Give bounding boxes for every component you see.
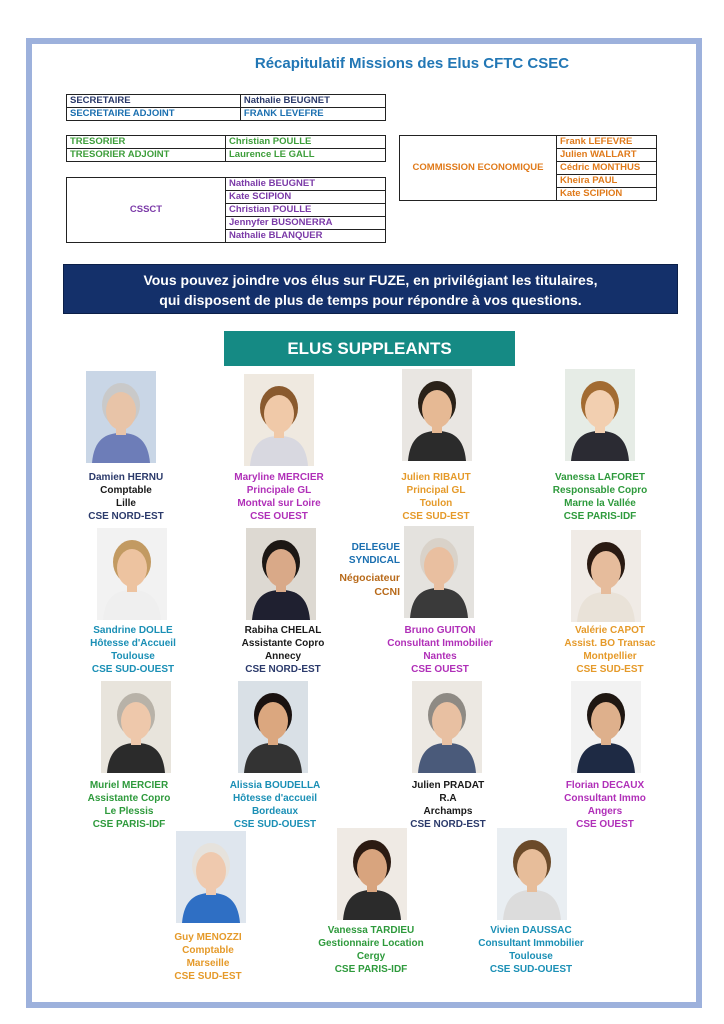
person-job: Hôtesse d'Accueil <box>90 638 176 649</box>
person-city: Marseille <box>186 958 230 969</box>
member-cell: Kate SCIPION <box>226 191 386 204</box>
commission-table <box>399 135 657 201</box>
person-card <box>515 471 685 523</box>
person-city: Angers <box>587 806 623 817</box>
person-cse: CSE NORD-EST <box>88 511 164 522</box>
page-title: Récapitulatif Missions des Elus CFTC CSEC <box>254 55 570 72</box>
portrait-photo <box>571 681 641 773</box>
person-job: Hôtesse d'accueil <box>232 793 318 804</box>
secretariat-table <box>66 94 386 121</box>
person-card <box>286 924 456 976</box>
delegue-line: DELEGUE <box>351 542 400 553</box>
cssct-label: CSSCT <box>67 178 226 243</box>
person-city: Cergy <box>356 951 386 962</box>
role-cell: TRESORIER <box>67 136 226 149</box>
member-cell: Kate SCIPION <box>557 188 657 201</box>
person-card <box>123 931 293 983</box>
treasury-table <box>66 135 386 162</box>
person-job: Gestionnaire Location <box>318 938 424 949</box>
person-name: Vanessa LAFORET <box>554 472 646 483</box>
person-cse: CSE PARIS-IDF <box>334 964 408 975</box>
person-name: Julien PRADAT <box>411 780 485 791</box>
banner-line: qui disposent de plus de temps pour répondre à vos questions. <box>159 292 582 308</box>
person-cse: CSE SUD-OUEST <box>489 964 573 975</box>
person-card <box>48 624 218 676</box>
person-card <box>44 779 214 831</box>
portrait-photo <box>97 528 167 620</box>
person-cse: CSE OUEST <box>576 819 634 830</box>
person-city: Toulouse <box>509 951 553 962</box>
person-job: Consultant Immo <box>564 793 646 804</box>
person-job: Principal GL <box>406 485 466 496</box>
portrait-photo <box>246 528 316 620</box>
person-job: Assistante Copro <box>241 638 325 649</box>
member-cell: Cédric MONTHUS <box>557 162 657 175</box>
person-name: Sandrine DOLLE <box>93 625 173 636</box>
role-cell: SECRETAIRE ADJOINT <box>67 108 241 121</box>
member-cell: Christian POULLE <box>226 204 386 217</box>
person-city: Bordeaux <box>251 806 299 817</box>
person-name: Vanessa TARDIEU <box>327 925 415 936</box>
person-city: Lille <box>115 498 136 509</box>
person-cse: CSE NORD-EST <box>245 664 321 675</box>
person-cse: CSE SUD-OUEST <box>233 819 317 830</box>
table-row <box>400 136 657 149</box>
member-cell: Nathalie BEUGNET <box>226 178 386 191</box>
person-city: Montval sur Loire <box>237 498 321 509</box>
person-name: Rabiha CHELAL <box>244 625 322 636</box>
member-cell: Frank LEFEVRE <box>557 136 657 149</box>
info-banner <box>63 264 678 314</box>
person-card <box>355 624 525 676</box>
person-card <box>525 624 695 676</box>
negociateur-label <box>310 571 400 599</box>
person-name: Alissia BOUDELLA <box>229 780 321 791</box>
section-title: ELUS SUPPLEANTS <box>224 331 515 366</box>
person-city: Le Plessis <box>104 806 154 817</box>
person-job: Consultant Immobilier <box>478 938 584 949</box>
commission-label: COMMISSION ECONOMIQUE <box>400 136 557 201</box>
person-cse: CSE PARIS-IDF <box>563 511 637 522</box>
person-cse: CSE PARIS-IDF <box>92 819 166 830</box>
person-card <box>198 624 368 676</box>
person-job: Responsable Copro <box>552 485 648 496</box>
portrait-photo <box>404 526 474 618</box>
person-city: Annecy <box>264 651 302 662</box>
person-name: Bruno GUITON <box>404 625 476 636</box>
person-card <box>194 471 364 523</box>
person-name: Damien HERNU <box>88 472 164 483</box>
person-cse: CSE NORD-EST <box>410 819 486 830</box>
table-row <box>67 95 386 108</box>
person-job: Assistante Copro <box>87 793 171 804</box>
name-cell: Nathalie BEUGNET <box>240 95 385 108</box>
role-cell: SECRETAIRE <box>67 95 241 108</box>
person-city: Nantes <box>423 651 457 662</box>
table-row <box>67 149 386 162</box>
delegue-syndical-label <box>330 541 400 567</box>
person-job: R.A <box>439 793 457 804</box>
person-cse: CSE SUD-EST <box>576 664 644 675</box>
person-city: Marne la Vallée <box>564 498 636 509</box>
member-cell: Jennyfer BUSONERRA <box>226 217 386 230</box>
portrait-photo <box>176 831 246 923</box>
person-cse: CSE SUD-EST <box>174 971 242 982</box>
portrait-photo <box>565 369 635 461</box>
person-job: Comptable <box>100 485 152 496</box>
nego-line: Négociateur <box>339 572 400 584</box>
member-cell: Julien WALLART <box>557 149 657 162</box>
name-cell: FRANK LEVEFRE <box>240 108 385 121</box>
person-card <box>363 779 533 831</box>
portrait-photo <box>497 828 567 920</box>
person-name: Valérie CAPOT <box>574 625 646 636</box>
member-cell: Nathalie BLANQUER <box>226 230 386 243</box>
person-name: Muriel MERCIER <box>89 780 169 791</box>
person-name: Guy MENOZZI <box>174 932 242 943</box>
portrait-photo <box>337 828 407 920</box>
person-card <box>190 779 360 831</box>
portrait-photo <box>402 369 472 461</box>
person-job: Principale GL <box>246 485 312 496</box>
person-job: Assist. BO Transac <box>564 638 656 649</box>
person-cse: CSE SUD-OUEST <box>91 664 175 675</box>
name-cell: Laurence LE GALL <box>226 149 386 162</box>
table-row <box>67 136 386 149</box>
name-cell: Christian POULLE <box>226 136 386 149</box>
person-city: Toulouse <box>111 651 155 662</box>
person-job: Comptable <box>182 945 234 956</box>
person-card <box>446 924 616 976</box>
person-city: Toulon <box>419 498 453 509</box>
portrait-photo <box>101 681 171 773</box>
nego-line: CCNI <box>374 586 400 598</box>
delegue-line: SYNDICAL <box>348 555 400 566</box>
person-name: Vivien DAUSSAC <box>490 925 572 936</box>
person-job: Consultant Immobilier <box>387 638 493 649</box>
portrait-photo <box>571 530 641 622</box>
person-cse: CSE OUEST <box>250 511 308 522</box>
banner-line: Vous pouvez joindre vos élus sur FUZE, en privilégiant les titulaires, <box>143 272 598 288</box>
person-city: Montpellier <box>583 651 637 662</box>
person-name: Florian DECAUX <box>565 780 645 791</box>
person-cse: CSE SUD-EST <box>402 511 470 522</box>
person-cse: CSE OUEST <box>411 664 469 675</box>
person-card <box>351 471 521 523</box>
member-cell: Kheira PAUL <box>557 175 657 188</box>
portrait-photo <box>86 371 156 463</box>
portrait-photo <box>238 681 308 773</box>
portrait-photo <box>244 374 314 466</box>
person-name: Julien RIBAUT <box>401 472 471 483</box>
person-card <box>520 779 690 831</box>
role-cell: TRESORIER ADJOINT <box>67 149 226 162</box>
person-card <box>41 471 211 523</box>
table-row <box>67 108 386 121</box>
cssct-table <box>66 177 386 243</box>
person-city: Archamps <box>423 806 473 817</box>
table-row <box>67 178 386 191</box>
portrait-photo <box>412 681 482 773</box>
person-name: Maryline MERCIER <box>234 472 324 483</box>
